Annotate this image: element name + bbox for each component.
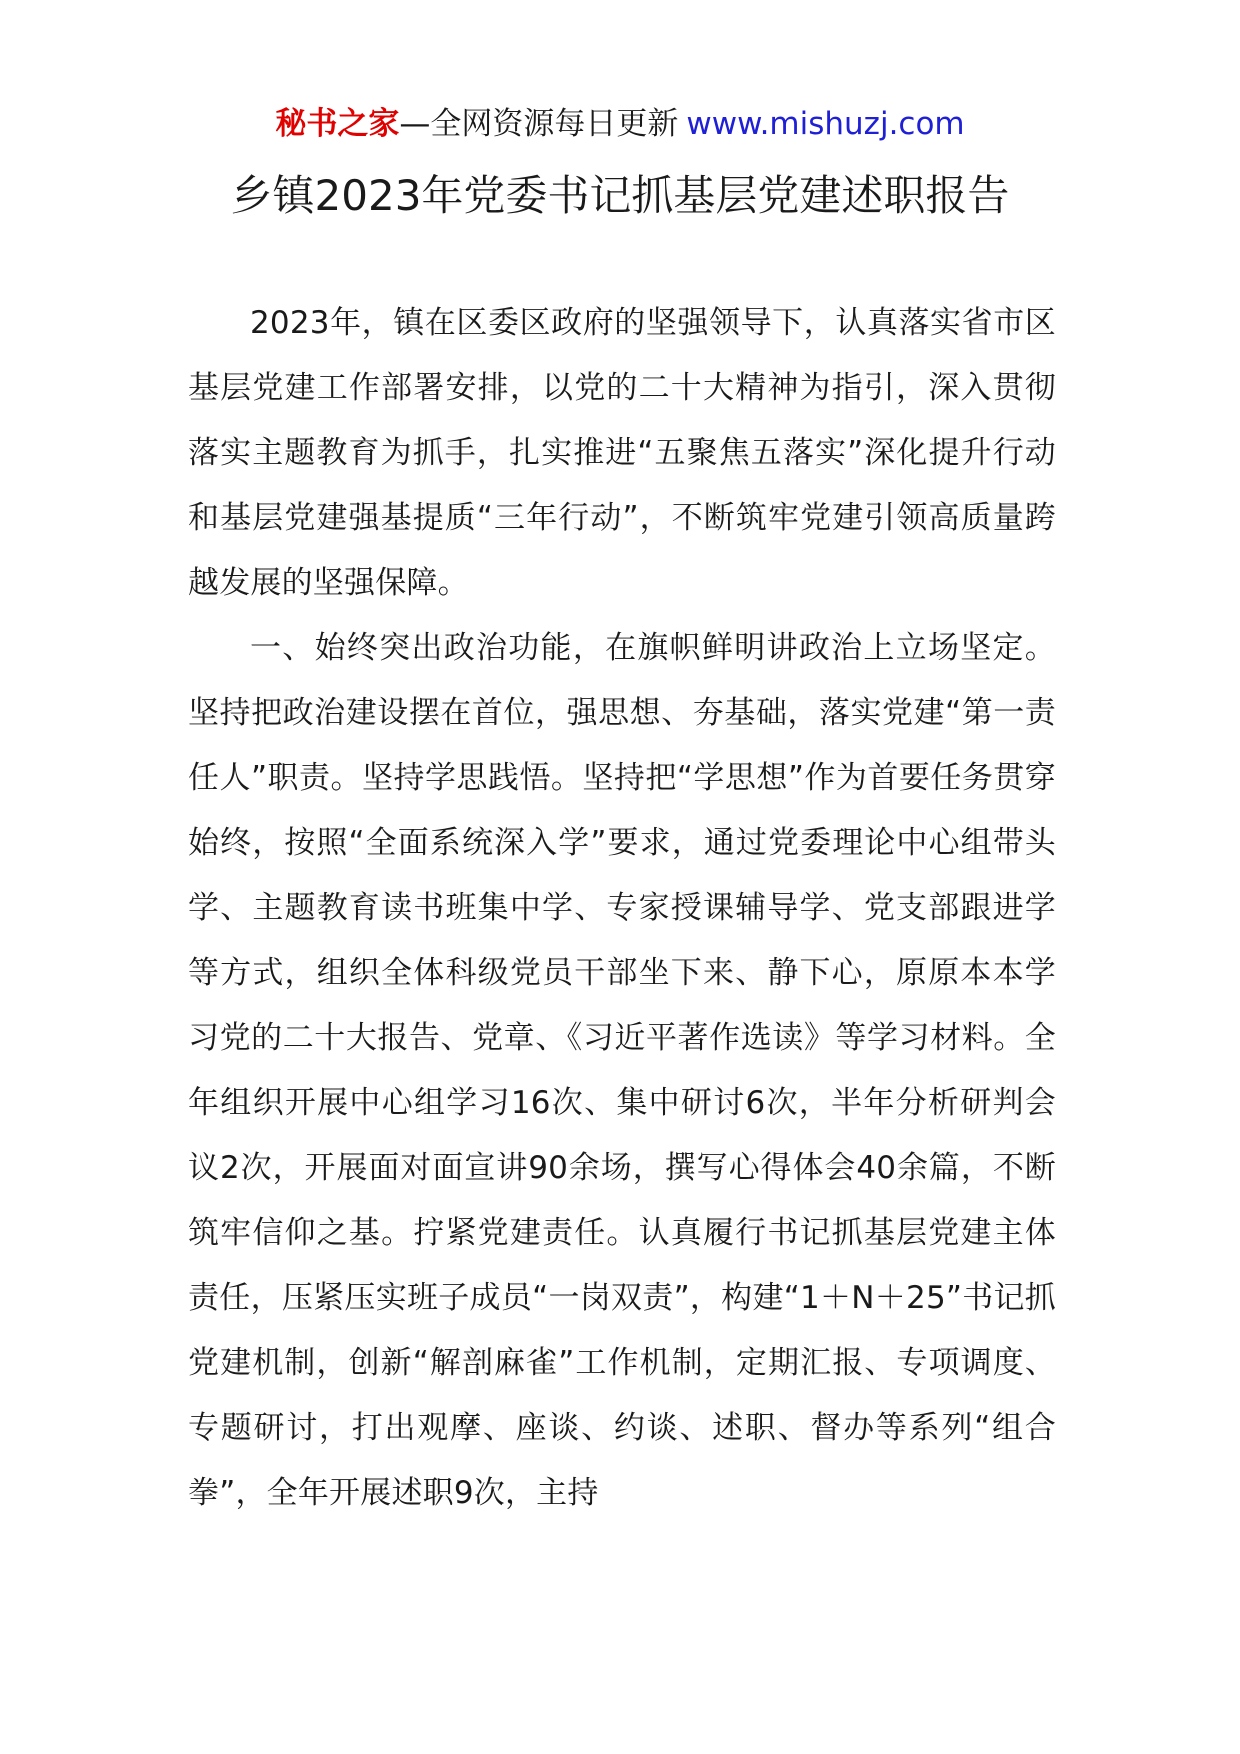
site-url-link[interactable]: www.mishuzj.com	[686, 106, 965, 142]
site-header	[0, 104, 1240, 144]
paragraph-intro: 2023年，镇在区委区政府的坚强领导下，认真落实省市区基层党建工作部署安排，以党的二十大精神为指引，深入贯彻落实主题教育为抓手，扎实推进“五聚焦五落实”深化提升行动和基层党建强基提质“三年行动”，不断筑牢党建引领高质量跨越发展的坚强保障。	[188, 305, 1056, 601]
paragraph-section-one: 一、始终突出政治功能，在旗帜鲜明讲政治上立场坚定。坚持把政治建设摆在首位，强思想、夯基础，落实党建“第一责任人”职责。坚持学思践悟。坚持把“学思想”作为首要任务贯穿始终，按照“全面系统深入学”要求，通过党委理论中心组带头学、主题教育读书班集中学、专家授课辅导学、党支部跟进学等方式，组织全体科级党员干部坐下来、静下心，原原本本学习党的二十大报告、党章、《习近平著作选读》等学习材料。全年组织开展中心组学习16次、集中研讨6次，半年分析研判会议2次，开展面对面宣讲90余场，撰写心得体会40余篇，不断筑牢信仰之基。拧紧党建责任。认真履行书记抓基层党建主体责任，压紧压实班子成员“一岗双责”，构建“1＋N＋25”书记抓党建机制，创新“解剖麻雀”工作机制，定期汇报、专项调度、专题研讨，打出观摩、座谈、约谈、述职、督办等系列“组合拳”，全年开展述职9次，主持	[188, 630, 1056, 1511]
site-tagline: —全网资源每日更新	[399, 106, 679, 142]
document-body	[188, 291, 1056, 1526]
document-title: 乡镇2023年党委书记抓基层党建述职报告	[230, 171, 1010, 220]
site-name: 秘书之家	[275, 106, 400, 142]
